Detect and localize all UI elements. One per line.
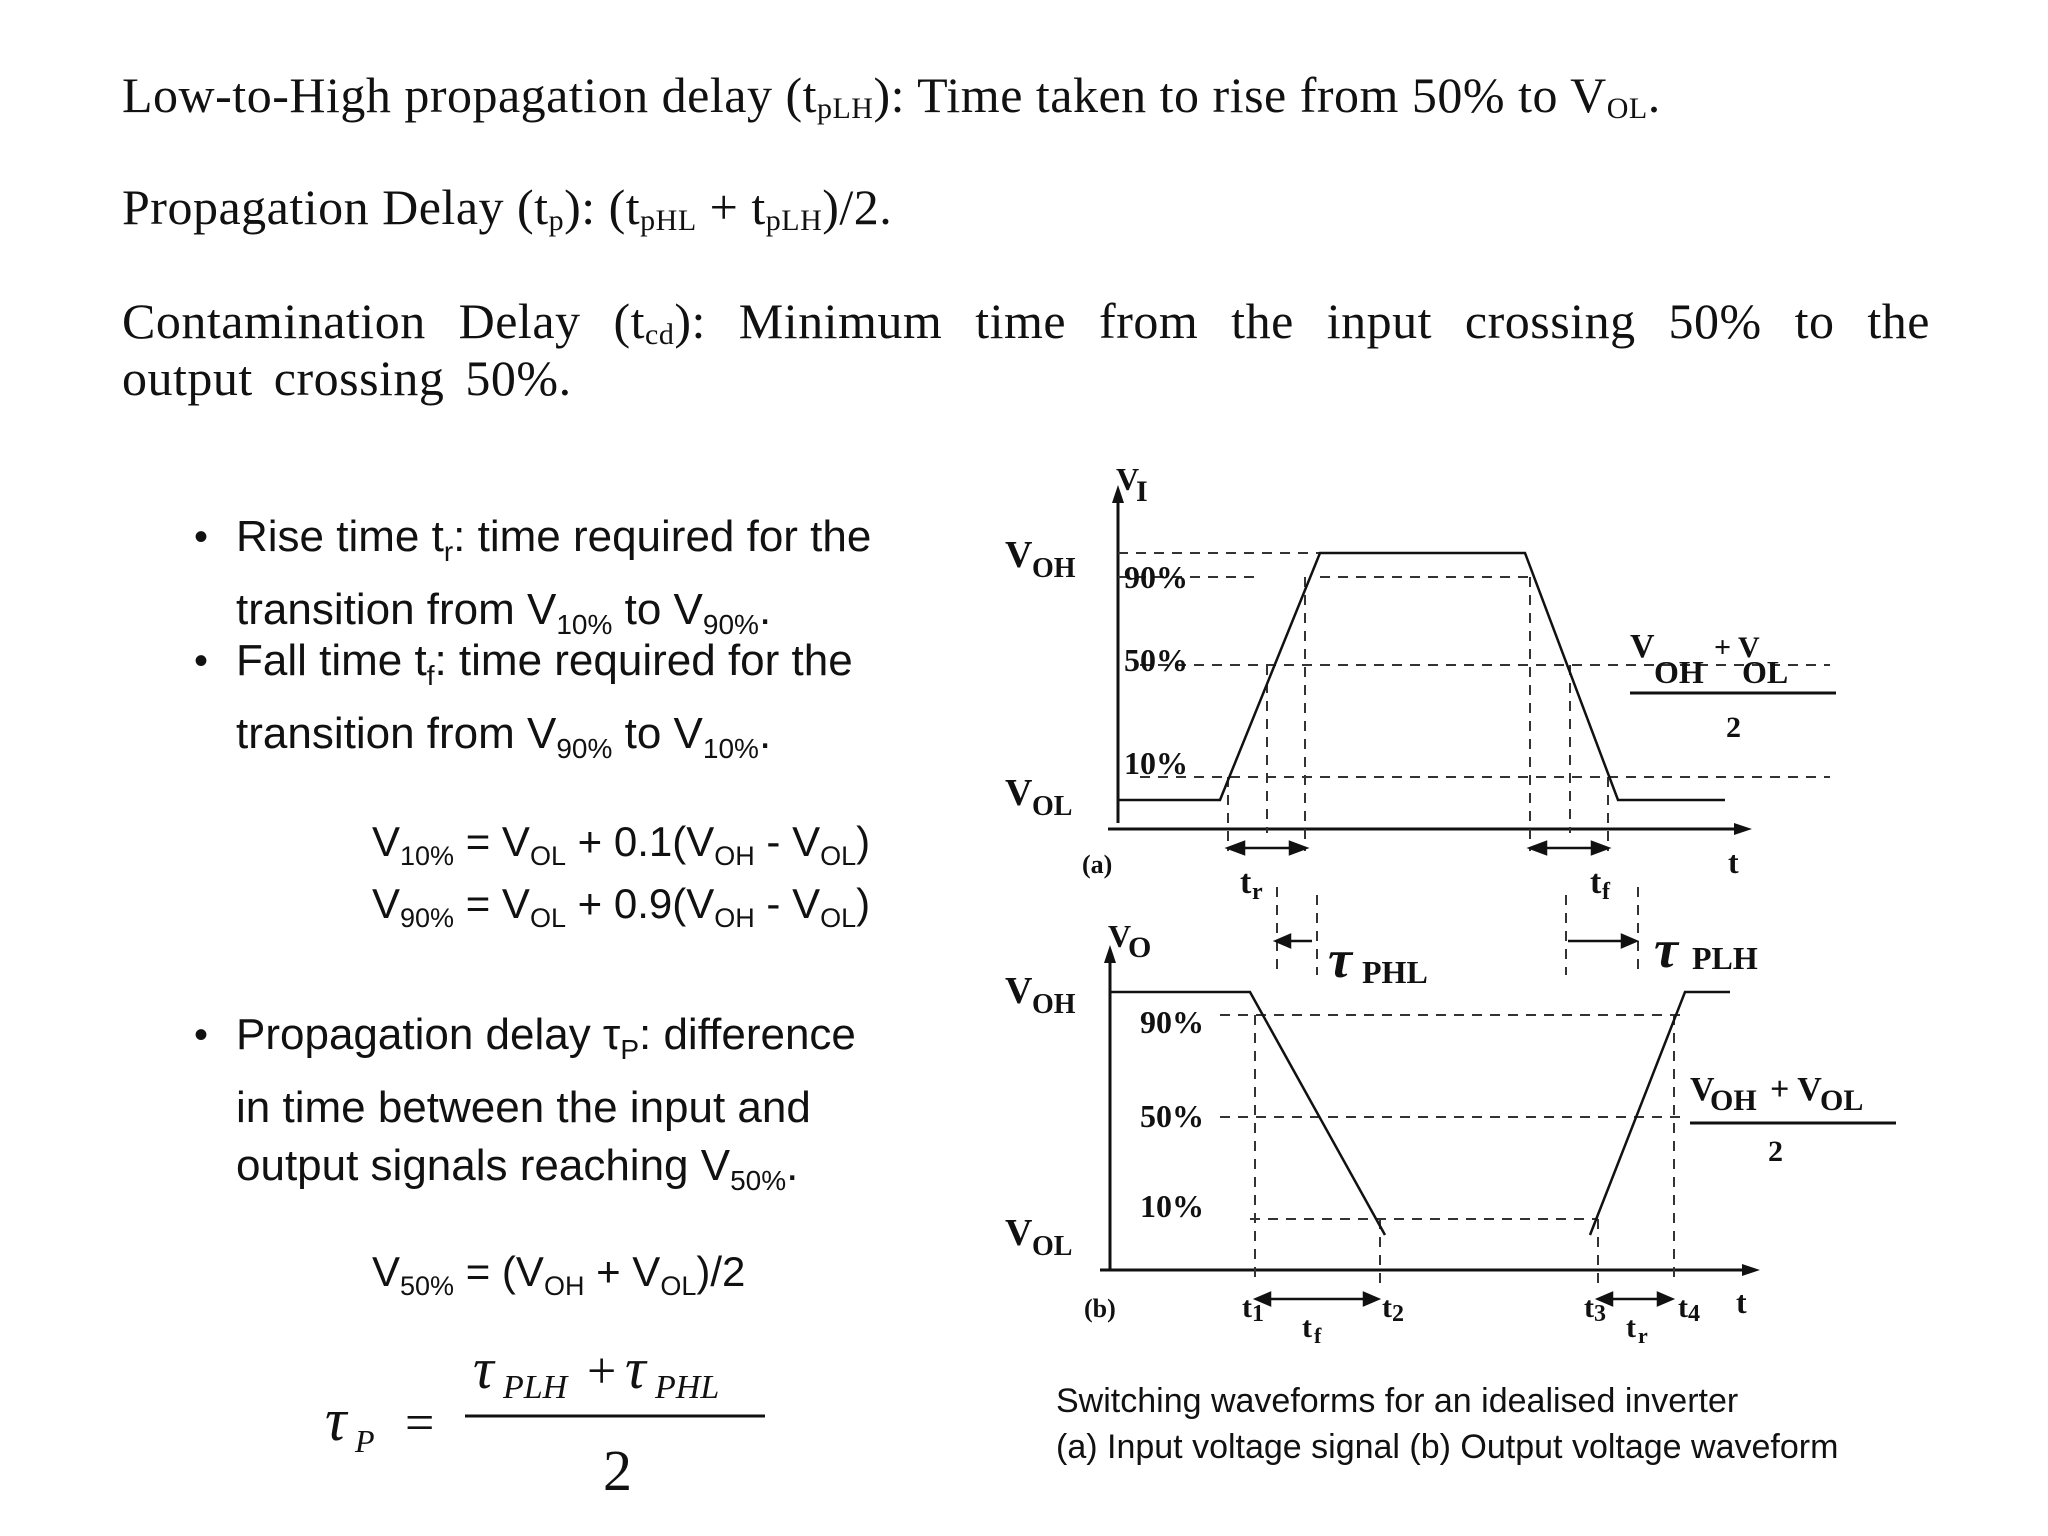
- bullet-dot: •: [194, 639, 209, 683]
- panel-b-label: (b): [1084, 1294, 1116, 1323]
- voh-label-b: V: [1005, 970, 1033, 1012]
- tr-label-b-sub: r: [1638, 1323, 1648, 1348]
- vi-axis-label: V: [1116, 461, 1140, 497]
- t4-label-sub: 4: [1688, 1301, 1700, 1327]
- tr-label-b: t: [1626, 1311, 1636, 1344]
- voh-label-a-sub: OH: [1032, 553, 1076, 584]
- tr-arrow-b: [1598, 1293, 1672, 1305]
- t-axis-b-label: t: [1736, 1284, 1747, 1320]
- voh-label-b-sub: OH: [1032, 989, 1076, 1020]
- svg-text:2: 2: [1726, 711, 1741, 744]
- pct-10-b: 10%: [1140, 1188, 1204, 1224]
- bullet-fall-time: • Fall time $t_f$: time required for the transition from $V_{90\%}$ to $V_{10\%}$.: [236, 632, 853, 778]
- tau-num-2: τ: [625, 1340, 646, 1401]
- tau-plh-arrow: [1568, 935, 1636, 947]
- t1-label-sub: 1: [1252, 1301, 1264, 1327]
- tau-num-1-sub: PLH: [503, 1369, 568, 1406]
- svg-text:+ V: + V: [1770, 1071, 1822, 1108]
- input-guide-lines: [1118, 553, 1830, 851]
- tau-num-1: τ: [473, 1340, 494, 1401]
- tf-arrow: [1530, 842, 1608, 854]
- tau-num-2-sub: PHL: [655, 1369, 720, 1406]
- definition-tcd: Contamination Delay $(t_{cd})$: Minimum time from the input crossing 50% to the output crossing 50%.: [122, 293, 1930, 406]
- vi-axis-label-sub: I: [1136, 475, 1148, 508]
- tau-phl-label-sub: PHL: [1362, 954, 1428, 990]
- bullet-rise-time: • Rise time $t_r$: time required for the transition from $V_{10\%}$ to $V_{90\%}$.: [236, 508, 871, 654]
- tau-phl-label: τ: [1328, 929, 1352, 989]
- svg-text:2: 2: [1768, 1135, 1783, 1168]
- output-rising-trace: [1590, 992, 1730, 1235]
- svg-text:OL: OL: [1742, 654, 1789, 690]
- tau-equals: =: [405, 1395, 435, 1452]
- t3-label: t: [1584, 1291, 1594, 1324]
- output-waveform-panel: [1005, 887, 1896, 1348]
- tf-label-b: t: [1302, 1311, 1312, 1344]
- t-axis-a-arrow: [1734, 823, 1752, 835]
- definition-tp: Propagation Delay $(t_p)$: $(t_{pHL} + t_{pLH})/2$.: [122, 179, 893, 237]
- definition-tplh: Low-to-High propagation delay $(t_{pLH})$: Time taken to rise from 50% to $V_{OL}$.: [122, 67, 1661, 125]
- svg-text:V: V: [1690, 1071, 1715, 1108]
- svg-text:OH: OH: [1654, 654, 1704, 690]
- equation-v50: $V_{50\%} = (V_{OH} + V_{OL})/2$: [372, 1248, 746, 1301]
- tau-formula: [325, 1340, 775, 1510]
- tr-arrow: [1228, 842, 1306, 854]
- tr-label: t: [1240, 864, 1252, 901]
- input-waveform-panel: [1005, 461, 1836, 905]
- tr-label-sub: r: [1252, 879, 1263, 905]
- tau-plh-label: τ: [1654, 919, 1678, 979]
- fraction-b: [1690, 1071, 1896, 1168]
- pct-90-b: 90%: [1140, 1004, 1204, 1040]
- t3-label-sub: 3: [1594, 1301, 1606, 1327]
- pct-10-a: 10%: [1124, 745, 1188, 781]
- tau-denominator: 2: [603, 1438, 632, 1503]
- equation-v10: $V_{10\%} = V_{OL} + 0.1(V_{OH} - V_{OL})$: [372, 818, 871, 871]
- svg-text:+ V: + V: [1714, 631, 1760, 664]
- vo-axis-label-sub: O: [1128, 931, 1152, 964]
- caption-line-1: Switching waveforms for an idealised inverter: [1056, 1382, 1739, 1420]
- switching-waveform-diagram: [990, 455, 1990, 1375]
- pct-90-a: 90%: [1124, 559, 1188, 595]
- tf-label: t: [1590, 864, 1602, 901]
- tau-plus: +: [587, 1343, 617, 1400]
- bullet-dot: •: [194, 1013, 209, 1057]
- vol-label-b: V: [1005, 1212, 1033, 1254]
- svg-text:OL: OL: [1820, 1084, 1864, 1117]
- tau-lhs-sub: P: [355, 1423, 375, 1459]
- vol-label-b-sub: OL: [1032, 1231, 1073, 1262]
- equation-v90: $V_{90\%} = V_{OL} + 0.9(V_{OH} - V_{OL})$: [372, 880, 871, 933]
- svg-text:V: V: [1630, 628, 1655, 665]
- vol-label-a: V: [1005, 772, 1033, 814]
- input-signal-trace: [1118, 553, 1725, 800]
- pct-50-b: 50%: [1140, 1098, 1204, 1134]
- pct-50-a: 50%: [1124, 642, 1188, 678]
- t4-label: t: [1678, 1291, 1688, 1324]
- svg-text:OH: OH: [1710, 1084, 1757, 1117]
- tau-plh-label-sub: PLH: [1692, 940, 1758, 976]
- t1-label: t: [1242, 1291, 1252, 1324]
- bullet-propagation-delay: • Propagation delay $\tau_P$: difference in time between the input and output signals reaching $V_{50\%}$.: [236, 1006, 856, 1210]
- t-axis-b-arrow: [1742, 1264, 1760, 1276]
- tf-arrow-b: [1256, 1293, 1378, 1305]
- t2-label-sub: 2: [1392, 1301, 1404, 1327]
- caption-line-2: (a) Input voltage signal (b) Output voltage waveform: [1056, 1428, 1839, 1466]
- tau-lhs: τ: [325, 1387, 347, 1453]
- tf-label-b-sub: f: [1314, 1323, 1322, 1348]
- t2-label: t: [1382, 1291, 1392, 1324]
- voh-label-a: V: [1005, 534, 1033, 576]
- vo-axis-label: V: [1108, 918, 1132, 954]
- figure-caption: [1056, 1378, 1838, 1470]
- panel-a-label: (a): [1082, 850, 1113, 879]
- vol-label-a-sub: OL: [1032, 791, 1073, 822]
- t-axis-a-label: t: [1728, 844, 1739, 880]
- bullet-dot: •: [194, 515, 209, 559]
- tf-label-sub: f: [1602, 879, 1610, 905]
- fraction-a: [1630, 628, 1836, 744]
- tau-phl-arrow: [1276, 935, 1312, 947]
